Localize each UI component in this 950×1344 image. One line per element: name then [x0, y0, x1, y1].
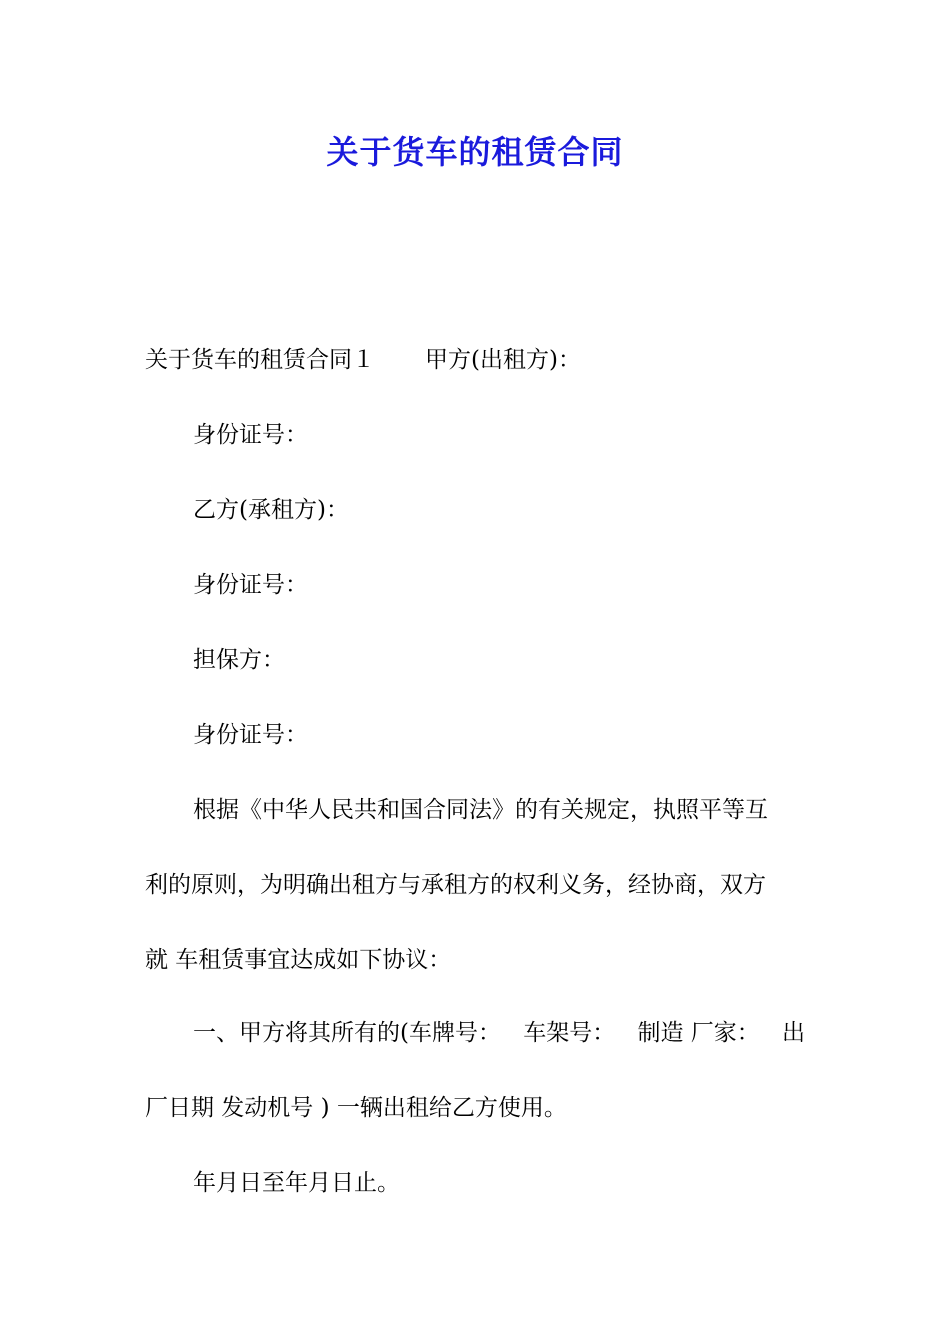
guarantor-label: 担保方：	[193, 647, 285, 673]
contract-heading-line	[145, 344, 805, 376]
clause-1-line-1	[193, 1017, 805, 1049]
lease-term-line: 年月日至年月日止。	[193, 1170, 400, 1196]
preamble-line-2: 利的原则，为明确出租方与承租方的权利义务，经协商，双方	[145, 872, 766, 898]
clause-1-manufacturer: 制造 厂家：	[637, 1020, 760, 1046]
preamble-line-1: 根据《中华人民共和国合同法》的有关规定，执照平等互	[193, 797, 768, 823]
document-title: 关于货车的租赁合同	[326, 133, 624, 171]
clause-1-out-label: 出	[782, 1020, 805, 1046]
clause-1-vehicle-plate: 一、甲方将其所有的(车牌号：	[193, 1020, 501, 1046]
clause-1-line-2: 厂日期 发动机号 ) 一辆出租给乙方使用。	[145, 1095, 567, 1121]
party-a-id-label: 身份证号：	[193, 422, 308, 448]
party-b-label: 乙方(承租方)：	[193, 497, 349, 523]
contract-number: 关于货车的租赁合同１	[145, 347, 375, 373]
guarantor-id-label: 身份证号：	[193, 722, 308, 748]
party-b-id-label: 身份证号：	[193, 572, 308, 598]
clause-1-frame-number: 车架号：	[523, 1020, 616, 1046]
preamble-line-3: 就 车租赁事宜达成如下协议：	[145, 947, 452, 973]
party-a-label: 甲方(出租方)：	[425, 347, 581, 373]
